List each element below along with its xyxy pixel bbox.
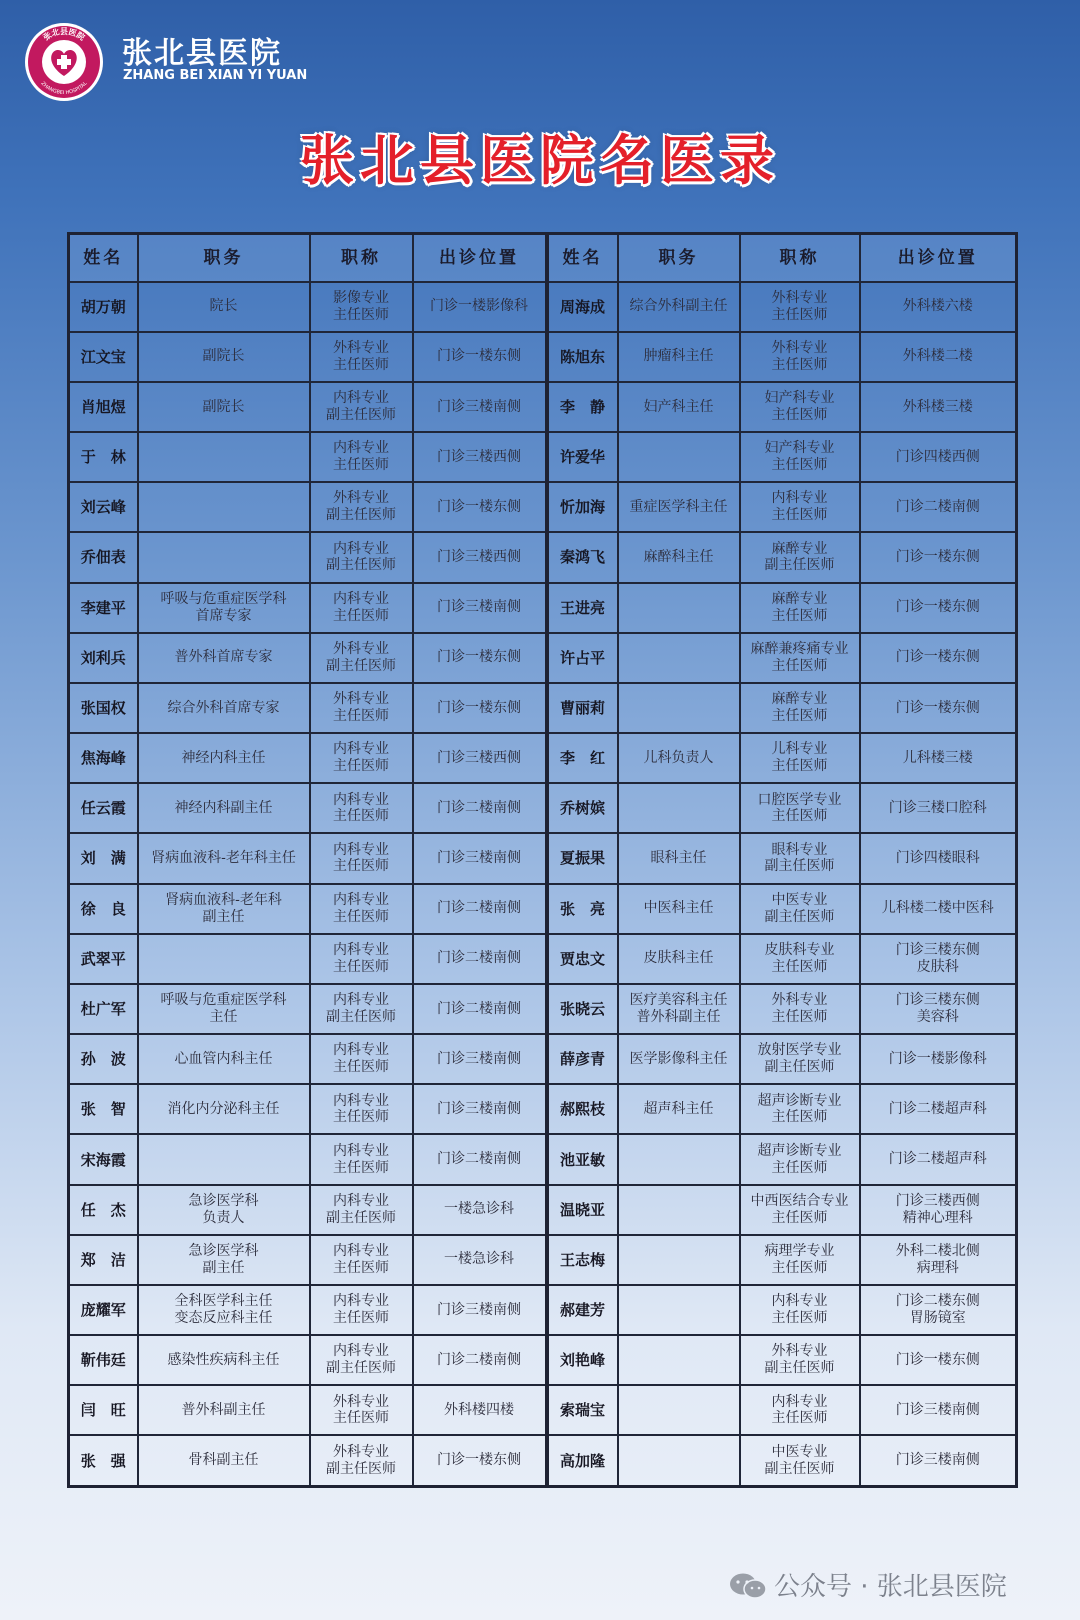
- clinic-location: 门诊一楼东侧: [860, 583, 1017, 633]
- page-title: 张北县医院名医录: [300, 128, 780, 192]
- doctor-name: 郝熙枝: [547, 1084, 618, 1134]
- doctor-name: 庞耀军: [69, 1285, 138, 1335]
- doctor-duty: [618, 1385, 740, 1435]
- table-row: [69, 1235, 1017, 1285]
- clinic-location: 儿科楼二楼中医科: [860, 884, 1017, 934]
- clinic-location: 门诊二楼南侧: [413, 984, 547, 1034]
- doctor-duty: [138, 482, 310, 532]
- doctor-title: 病理学专业 主任医师: [740, 1235, 860, 1285]
- clinic-location: 门诊四楼西侧: [860, 432, 1017, 482]
- doctor-duty: 重症医学科主任: [618, 482, 740, 532]
- doctor-duty: [618, 583, 740, 633]
- doctor-title: 麻醉专业 主任医师: [740, 683, 860, 733]
- doctor-title: 外科专业 主任医师: [310, 683, 413, 733]
- doctor-name: 张国权: [69, 683, 138, 733]
- clinic-location: 门诊三楼南侧: [413, 1285, 547, 1335]
- clinic-location: 门诊四楼眼科: [860, 833, 1017, 883]
- wechat-icon: [728, 1571, 768, 1601]
- column-header: 职务: [618, 234, 740, 282]
- doctor-name: 夏振果: [547, 833, 618, 883]
- table-row: [69, 1185, 1017, 1235]
- table-row: [69, 382, 1017, 432]
- doctor-name: 郑 洁: [69, 1235, 138, 1285]
- clinic-location: 门诊三楼西侧: [413, 432, 547, 482]
- wechat-account-label: 公众号 · 张北县医院: [774, 1572, 1007, 1602]
- clinic-location: 门诊二楼东侧 胃肠镜室: [860, 1285, 1017, 1335]
- doctor-name: 李 静: [547, 382, 618, 432]
- doctor-name: 靳伟廷: [69, 1335, 138, 1385]
- column-header: 出诊位置: [860, 234, 1017, 282]
- doctor-duty: 呼吸与危重症医学科 首席专家: [138, 583, 310, 633]
- clinic-location: 一楼急诊科: [413, 1185, 547, 1235]
- table-row: [69, 884, 1017, 934]
- clinic-location: 门诊三楼东侧 皮肤科: [860, 934, 1017, 984]
- clinic-location: 门诊三楼西侧 精神心理科: [860, 1185, 1017, 1235]
- doctor-name: 刘 满: [69, 833, 138, 883]
- doctor-title: 外科专业 主任医师: [740, 984, 860, 1034]
- doctor-title: 内科专业 主任医师: [310, 733, 413, 783]
- table-row: [69, 984, 1017, 1034]
- doctor-duty: 综合外科副主任: [618, 282, 740, 332]
- svg-text:ZHANGBEI HOSPITAL: ZHANGBEI HOSPITAL: [39, 80, 89, 97]
- svg-text:张北县医院: 张北县医院: [41, 27, 87, 43]
- doctor-name: 张 智: [69, 1084, 138, 1134]
- doctor-title: 外科专业 主任医师: [740, 282, 860, 332]
- doctor-title: 中医专业 副主任医师: [740, 884, 860, 934]
- doctor-name: 任云霞: [69, 783, 138, 833]
- doctor-name: 曹丽莉: [547, 683, 618, 733]
- doctor-name: 张 强: [69, 1435, 138, 1486]
- doctor-name: 温晓亚: [547, 1185, 618, 1235]
- doctor-duty: 急诊医学科 副主任: [138, 1235, 310, 1285]
- doctor-title: 内科专业 主任医师: [740, 482, 860, 532]
- doctor-name: 于 林: [69, 432, 138, 482]
- clinic-location: 外科二楼北侧 病理科: [860, 1235, 1017, 1285]
- clinic-location: 门诊三楼东侧 美容科: [860, 984, 1017, 1034]
- doctor-title: 眼科专业 副主任医师: [740, 833, 860, 883]
- doctor-title: 内科专业 主任医师: [740, 1285, 860, 1335]
- doctor-duty: 皮肤科主任: [618, 934, 740, 984]
- doctor-name: 索瑞宝: [547, 1385, 618, 1435]
- doctor-title: 内科专业 主任医师: [310, 833, 413, 883]
- doctor-duty: 院长: [138, 282, 310, 332]
- column-header: 姓名: [69, 234, 138, 282]
- clinic-location: 门诊一楼东侧: [413, 633, 547, 683]
- doctor-title: 内科专业 主任医师: [740, 1385, 860, 1435]
- clinic-location: 门诊二楼南侧: [413, 1335, 547, 1385]
- doctor-duty: 心血管内科主任: [138, 1034, 310, 1084]
- clinic-location: 门诊二楼超声科: [860, 1084, 1017, 1134]
- clinic-location: 门诊一楼影像科: [860, 1034, 1017, 1084]
- table-row: [69, 432, 1017, 482]
- doctor-duty: 医学影像科主任: [618, 1034, 740, 1084]
- doctor-duty: 全科医学科主任 变态反应科主任: [138, 1285, 310, 1335]
- doctor-name: 张晓云: [547, 984, 618, 1034]
- table-row: [69, 633, 1017, 683]
- doctor-name: 许占平: [547, 633, 618, 683]
- doctor-title: 内科专业 主任医师: [310, 1285, 413, 1335]
- doctor-name: 李 红: [547, 733, 618, 783]
- clinic-location: 门诊一楼东侧: [860, 683, 1017, 733]
- doctor-duty: [618, 1435, 740, 1486]
- clinic-location: 门诊三楼西侧: [413, 733, 547, 783]
- doctor-name: 高加隆: [547, 1435, 618, 1486]
- table-row: [69, 532, 1017, 582]
- doctor-title: 内科专业 主任医师: [310, 934, 413, 984]
- doctor-name: 焦海峰: [69, 733, 138, 783]
- doctor-title: 超声诊断专业 主任医师: [740, 1134, 860, 1184]
- doctor-duty: 妇产科主任: [618, 382, 740, 432]
- doctor-title: 外科专业 副主任医师: [310, 1435, 413, 1486]
- clinic-location: 门诊三楼南侧: [860, 1385, 1017, 1435]
- doctor-title: 皮肤科专业 主任医师: [740, 934, 860, 984]
- doctor-name: 忻加海: [547, 482, 618, 532]
- doctor-duty: 医疗美容科主任 普外科副主任: [618, 984, 740, 1034]
- doctor-name: 杜广军: [69, 984, 138, 1034]
- clinic-location: 门诊三楼南侧: [413, 1084, 547, 1134]
- clinic-location: 门诊三楼南侧: [860, 1435, 1017, 1486]
- table-row: [69, 934, 1017, 984]
- doctor-name: 宋海霞: [69, 1134, 138, 1184]
- doctor-name: 周海成: [547, 282, 618, 332]
- table-row: [69, 783, 1017, 833]
- doctor-title: 麻醉专业 主任医师: [740, 583, 860, 633]
- column-header: 职称: [740, 234, 860, 282]
- doctor-name: 王志梅: [547, 1235, 618, 1285]
- doctor-duty: 超声科主任: [618, 1084, 740, 1134]
- doctor-title: 内科专业 主任医师: [310, 583, 413, 633]
- doctor-duty: 消化内分泌科主任: [138, 1084, 310, 1134]
- clinic-location: 门诊一楼东侧: [413, 482, 547, 532]
- table-row: [69, 1335, 1017, 1385]
- doctor-title: 妇产科专业 主任医师: [740, 382, 860, 432]
- doctor-duty: [618, 1285, 740, 1335]
- table-row: [69, 1084, 1017, 1134]
- doctor-name: 江文宝: [69, 332, 138, 382]
- doctor-title: 超声诊断专业 主任医师: [740, 1084, 860, 1134]
- doctor-duty: 眼科主任: [618, 833, 740, 883]
- doctor-title: 中西医结合专业 主任医师: [740, 1185, 860, 1235]
- doctor-name: 张 亮: [547, 884, 618, 934]
- clinic-location: 门诊二楼南侧: [413, 1134, 547, 1184]
- doctor-name: 乔树嫔: [547, 783, 618, 833]
- doctor-duty: 副院长: [138, 382, 310, 432]
- doctor-name: 秦鸿飞: [547, 532, 618, 582]
- clinic-location: 门诊三楼口腔科: [860, 783, 1017, 833]
- doctor-name: 刘艳峰: [547, 1335, 618, 1385]
- doctor-title: 内科专业 副主任医师: [310, 984, 413, 1034]
- doctor-name: 陈旭东: [547, 332, 618, 382]
- clinic-location: 门诊一楼东侧: [413, 1435, 547, 1486]
- clinic-location: 门诊一楼东侧: [860, 633, 1017, 683]
- doctor-title: 外科专业 副主任医师: [310, 633, 413, 683]
- doctor-duty: [618, 1134, 740, 1184]
- doctor-title: 内科专业 副主任医师: [310, 532, 413, 582]
- doctor-name: 贾忠文: [547, 934, 618, 984]
- clinic-location: 门诊一楼东侧: [860, 532, 1017, 582]
- clinic-location: 门诊二楼南侧: [413, 884, 547, 934]
- doctor-duty: 神经内科主任: [138, 733, 310, 783]
- doctor-title: 外科专业 副主任医师: [740, 1335, 860, 1385]
- doctor-title: 内科专业 主任医师: [310, 783, 413, 833]
- doctor-name: 武翠平: [69, 934, 138, 984]
- doctor-name: 闫 旺: [69, 1385, 138, 1435]
- doctor-duty: 副院长: [138, 332, 310, 382]
- clinic-location: 外科楼二楼: [860, 332, 1017, 382]
- clinic-location: 门诊三楼南侧: [413, 583, 547, 633]
- clinic-location: 门诊一楼东侧: [860, 1335, 1017, 1385]
- doctor-title: 内科专业 主任医师: [310, 1134, 413, 1184]
- clinic-location: 一楼急诊科: [413, 1235, 547, 1285]
- doctor-title: 外科专业 主任医师: [310, 1385, 413, 1435]
- column-header: 出诊位置: [413, 234, 547, 282]
- doctor-name: 刘利兵: [69, 633, 138, 683]
- doctor-name: 乔佃表: [69, 532, 138, 582]
- doctor-name: 池亚敏: [547, 1134, 618, 1184]
- doctor-title: 口腔医学专业 主任医师: [740, 783, 860, 833]
- doctor-title: 放射医学专业 副主任医师: [740, 1034, 860, 1084]
- clinic-location: 外科楼六楼: [860, 282, 1017, 332]
- doctor-title: 外科专业 主任医师: [310, 332, 413, 382]
- doctor-name: 孙 波: [69, 1034, 138, 1084]
- clinic-location: 门诊二楼南侧: [413, 934, 547, 984]
- clinic-location: 外科楼四楼: [413, 1385, 547, 1435]
- clinic-location: 门诊三楼西侧: [413, 532, 547, 582]
- doctor-title: 内科专业 主任医师: [310, 1034, 413, 1084]
- table-row: [69, 1285, 1017, 1335]
- doctor-duty: 肾病血液科-老年科主任: [138, 833, 310, 883]
- table-row: [69, 482, 1017, 532]
- table-row: [69, 833, 1017, 883]
- doctor-duty: 普外科副主任: [138, 1385, 310, 1435]
- hospital-pinyin: ZHANG BEI XIAN YI YUAN: [123, 68, 308, 83]
- doctor-name: 薛彦青: [547, 1034, 618, 1084]
- clinic-location: 门诊一楼东侧: [413, 332, 547, 382]
- doctor-duty: [618, 683, 740, 733]
- doctor-duty: 儿科负责人: [618, 733, 740, 783]
- table-row: [69, 683, 1017, 733]
- doctor-name: 任 杰: [69, 1185, 138, 1235]
- doctor-duty: 肿瘤科主任: [618, 332, 740, 382]
- doctor-duty: [618, 1185, 740, 1235]
- doctor-title: 妇产科专业 主任医师: [740, 432, 860, 482]
- doctor-duty: [618, 1335, 740, 1385]
- doctor-title: 内科专业 副主任医师: [310, 1335, 413, 1385]
- table-row: [69, 1385, 1017, 1435]
- doctor-title: 内科专业 主任医师: [310, 1084, 413, 1134]
- doctor-duty: 麻醉科主任: [618, 532, 740, 582]
- column-header: 职称: [310, 234, 413, 282]
- doctor-duty: [138, 1134, 310, 1184]
- doctor-title: 外科专业 副主任医师: [310, 482, 413, 532]
- clinic-location: 外科楼三楼: [860, 382, 1017, 432]
- doctor-name: 王进亮: [547, 583, 618, 633]
- table-row: [69, 1034, 1017, 1084]
- clinic-location: 门诊一楼影像科: [413, 282, 547, 332]
- doctor-duty: [138, 934, 310, 984]
- clinic-location: 门诊三楼南侧: [413, 382, 547, 432]
- doctor-name: 郝建芳: [547, 1285, 618, 1335]
- doctor-duty: 普外科首席专家: [138, 633, 310, 683]
- doctor-duty: [618, 783, 740, 833]
- doctor-duty: 骨科副主任: [138, 1435, 310, 1486]
- column-header: 职务: [138, 234, 310, 282]
- table-row: [69, 332, 1017, 382]
- clinic-location: 门诊二楼南侧: [860, 482, 1017, 532]
- doctor-title: 内科专业 主任医师: [310, 884, 413, 934]
- doctor-duty: [618, 633, 740, 683]
- table-row: [69, 733, 1017, 783]
- clinic-location: 门诊二楼南侧: [413, 783, 547, 833]
- clinic-location: 门诊三楼南侧: [413, 833, 547, 883]
- doctor-roster-table: [67, 232, 1018, 1488]
- clinic-location: 门诊二楼超声科: [860, 1134, 1017, 1184]
- doctor-name: 胡万朝: [69, 282, 138, 332]
- doctor-duty: [138, 532, 310, 582]
- doctor-name: 肖旭煜: [69, 382, 138, 432]
- table-row: [69, 1134, 1017, 1184]
- doctor-title: 麻醉专业 副主任医师: [740, 532, 860, 582]
- doctor-duty: 肾病血液科-老年科 副主任: [138, 884, 310, 934]
- wechat-account: [728, 1566, 1007, 1603]
- doctor-duty: 感染性疾病科主任: [138, 1335, 310, 1385]
- doctor-name: 李建平: [69, 583, 138, 633]
- doctor-title: 内科专业 副主任医师: [310, 1185, 413, 1235]
- table-row: [69, 1435, 1017, 1486]
- doctor-duty: 呼吸与危重症医学科 主任: [138, 984, 310, 1034]
- clinic-location: 门诊三楼南侧: [413, 1034, 547, 1084]
- doctor-title: 内科专业 主任医师: [310, 1235, 413, 1285]
- doctor-duty: [618, 1235, 740, 1285]
- table-header-row: [69, 234, 1017, 282]
- clinic-location: 儿科楼三楼: [860, 733, 1017, 783]
- doctor-title: 内科专业 副主任医师: [310, 382, 413, 432]
- doctor-title: 儿科专业 主任医师: [740, 733, 860, 783]
- svg-text:1952: 1952: [57, 84, 71, 90]
- doctor-duty: 综合外科首席专家: [138, 683, 310, 733]
- column-header: 姓名: [547, 234, 618, 282]
- doctor-title: 影像专业 主任医师: [310, 282, 413, 332]
- doctor-duty: 中医科主任: [618, 884, 740, 934]
- doctor-title: 麻醉兼疼痛专业 主任医师: [740, 633, 860, 683]
- doctor-name: 刘云峰: [69, 482, 138, 532]
- table-row: [69, 583, 1017, 633]
- doctor-name: 徐 良: [69, 884, 138, 934]
- doctor-title: 内科专业 主任医师: [310, 432, 413, 482]
- doctor-title: 外科专业 主任医师: [740, 332, 860, 382]
- hospital-name: 张北县医院: [122, 36, 282, 71]
- doctor-title: 中医专业 副主任医师: [740, 1435, 860, 1486]
- doctor-duty: 急诊医学科 负责人: [138, 1185, 310, 1235]
- doctor-duty: [618, 432, 740, 482]
- doctor-duty: [138, 432, 310, 482]
- hospital-logo-icon: [24, 22, 104, 102]
- clinic-location: 门诊一楼东侧: [413, 683, 547, 733]
- doctor-duty: 神经内科副主任: [138, 783, 310, 833]
- table-row: [69, 282, 1017, 332]
- doctor-name: 许爱华: [547, 432, 618, 482]
